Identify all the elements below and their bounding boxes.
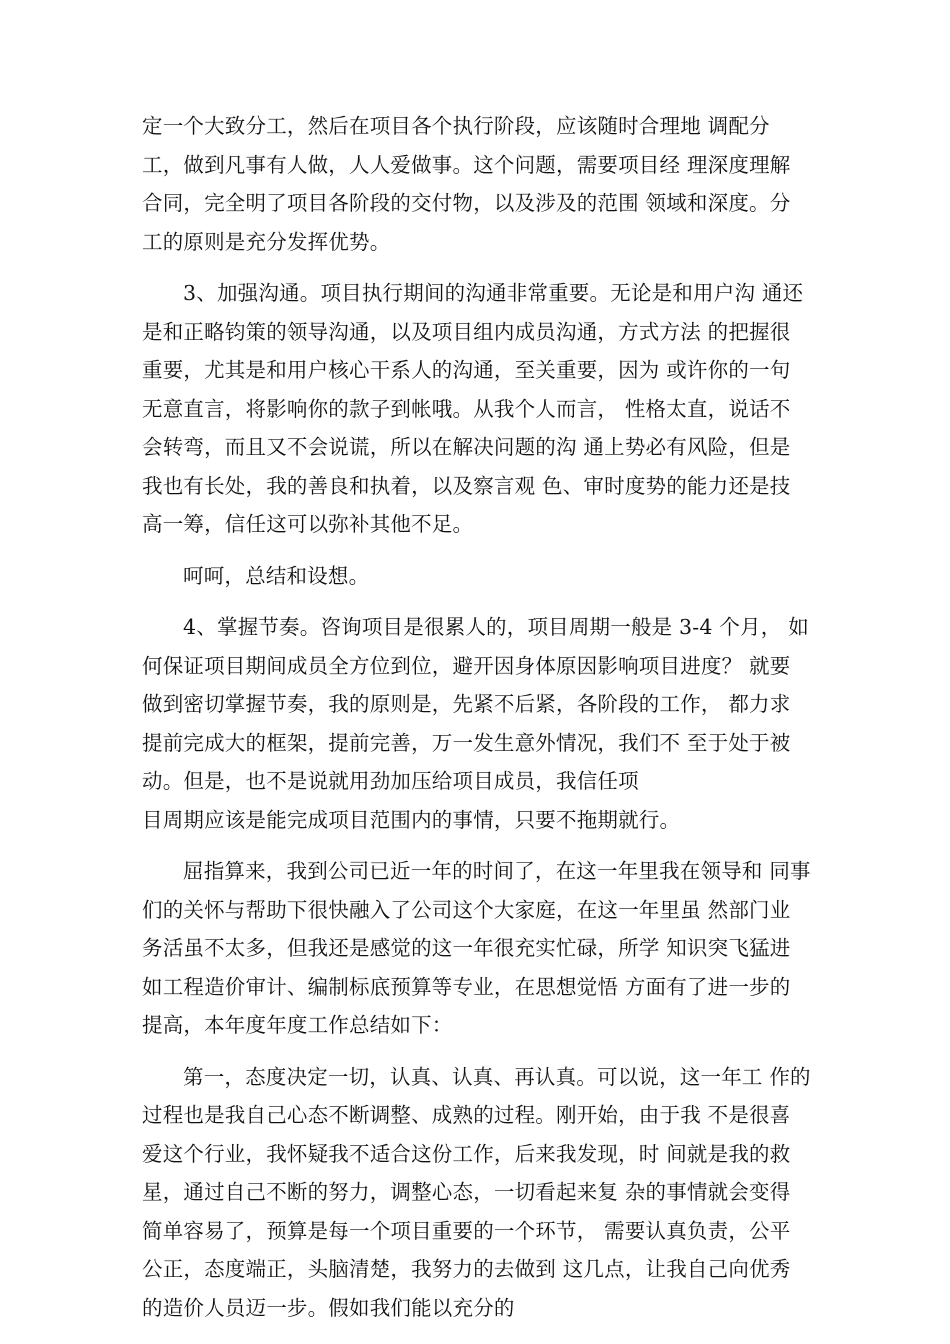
text-line: 公正，态度端正，头脑清楚，我努力的去做到 这几点，让我自己向优秀 [142,1257,791,1281]
text-line: 爱这个行业，我怀疑我不适合这份工作，后来我发现，时 间就是我的救 [142,1141,791,1166]
text-line: 提前完成大的框架，提前完善，万一发生意外情况，我们不 至于处于被 [142,730,791,755]
text-line: 工的原则是充分发挥优势。 [142,229,391,254]
text-line: 重要，尤其是和用户核心干系人的沟通，至关重要，因为 或许你的一句 [142,358,791,382]
text-line: 目周期应该是能完成项目范围内的事情，只要不拖期就行。 [142,807,681,832]
text-line: 简单容易了，预算是每一个项目重要的一个环节， 需要认真负责，公平 [142,1218,791,1243]
text-line: 高一筹，信任这可以弥补其他不足。 [142,512,474,536]
text-line: 我也有长处，我的善良和执着，以及察言观 色、审时度势的能力还是技 [142,473,791,498]
text-line: 定一个大致分工，然后在项目各个执行阶段，应该随时合理地 调配分 [142,114,770,138]
text-line: 屈指算来，我到公司已近一年的时间了，在这一年里我在领导和 同事 [183,859,811,883]
text-line: 3、加强沟通。项目执行期间的沟通非常重要。无论是和用户沟 通还 [183,281,804,305]
text-line: 们的关怀与帮助下很快融入了公司这个大家庭，在这一年里虽 然部门业 [142,897,791,922]
text-line: 做到密切掌握节奏，我的原则是，先紧不后紧，各阶段的工作， 都力求 [142,692,791,716]
text-line: 工，做到凡事有人做，人人爱做事。这个问题，需要项目经 理深度理解 [142,152,791,177]
text-line: 4、掌握节奏。咨询项目是很累人的，项目周期一般是 3-4 个月， 如 [183,615,809,639]
text-line: 的造价人员迈一步。假如我们能以充分的 [142,1295,515,1320]
text-line: 如工程造价审计、编制标底预算等专业，在思想觉悟 方面有了进一步的 [142,974,791,999]
text-line: 是和正略钧策的领导沟通，以及项目组内成员沟通，方式方法 的把握很 [142,319,791,344]
paragraph-summary-note [142,557,832,596]
text-line: 星，通过自己不断的努力，调整心态，一切看起来复 杂的事情就会变得 [142,1180,791,1204]
paragraph-attitude [142,1058,832,1328]
text-line: 何保证项目期间成员全方位到位，避开因身体原因影响项目进度？ 就要 [142,653,791,678]
document-body [142,107,832,1340]
paragraph-rhythm [142,608,832,839]
paragraph-year-review [142,852,832,1045]
text-line: 第一，态度决定一切，认真、认真、再认真。可以说，这一年工 作的 [183,1064,811,1089]
text-line: 无意直言，将影响你的款子到帐哦。从我个人而言， 性格太直，说话不 [142,396,791,421]
paragraph-division-of-labor [142,107,832,261]
paragraph-communication [142,274,832,544]
text-line: 呵呵，总结和设想。 [183,563,370,588]
text-line: 合同，完全明了项目各阶段的交付物，以及涉及的范围 领域和深度。分 [142,191,791,215]
text-line: 过程也是我自己心态不断调整、成熟的过程。刚开始，由于我 不是很喜 [142,1103,791,1127]
text-line: 动。但是，也不是说就用劲加压给项目成员，我信任项 [142,769,639,793]
text-line: 会转弯，而且又不会说谎，所以在解决问题的沟 通上势必有风险，但是 [142,435,791,459]
text-line: 务活虽不太多，但我还是感觉的这一年很充实忙碌，所学 知识突飞猛进 [142,936,791,960]
text-line: 提高，本年度年度工作总结如下： [142,1013,453,1037]
